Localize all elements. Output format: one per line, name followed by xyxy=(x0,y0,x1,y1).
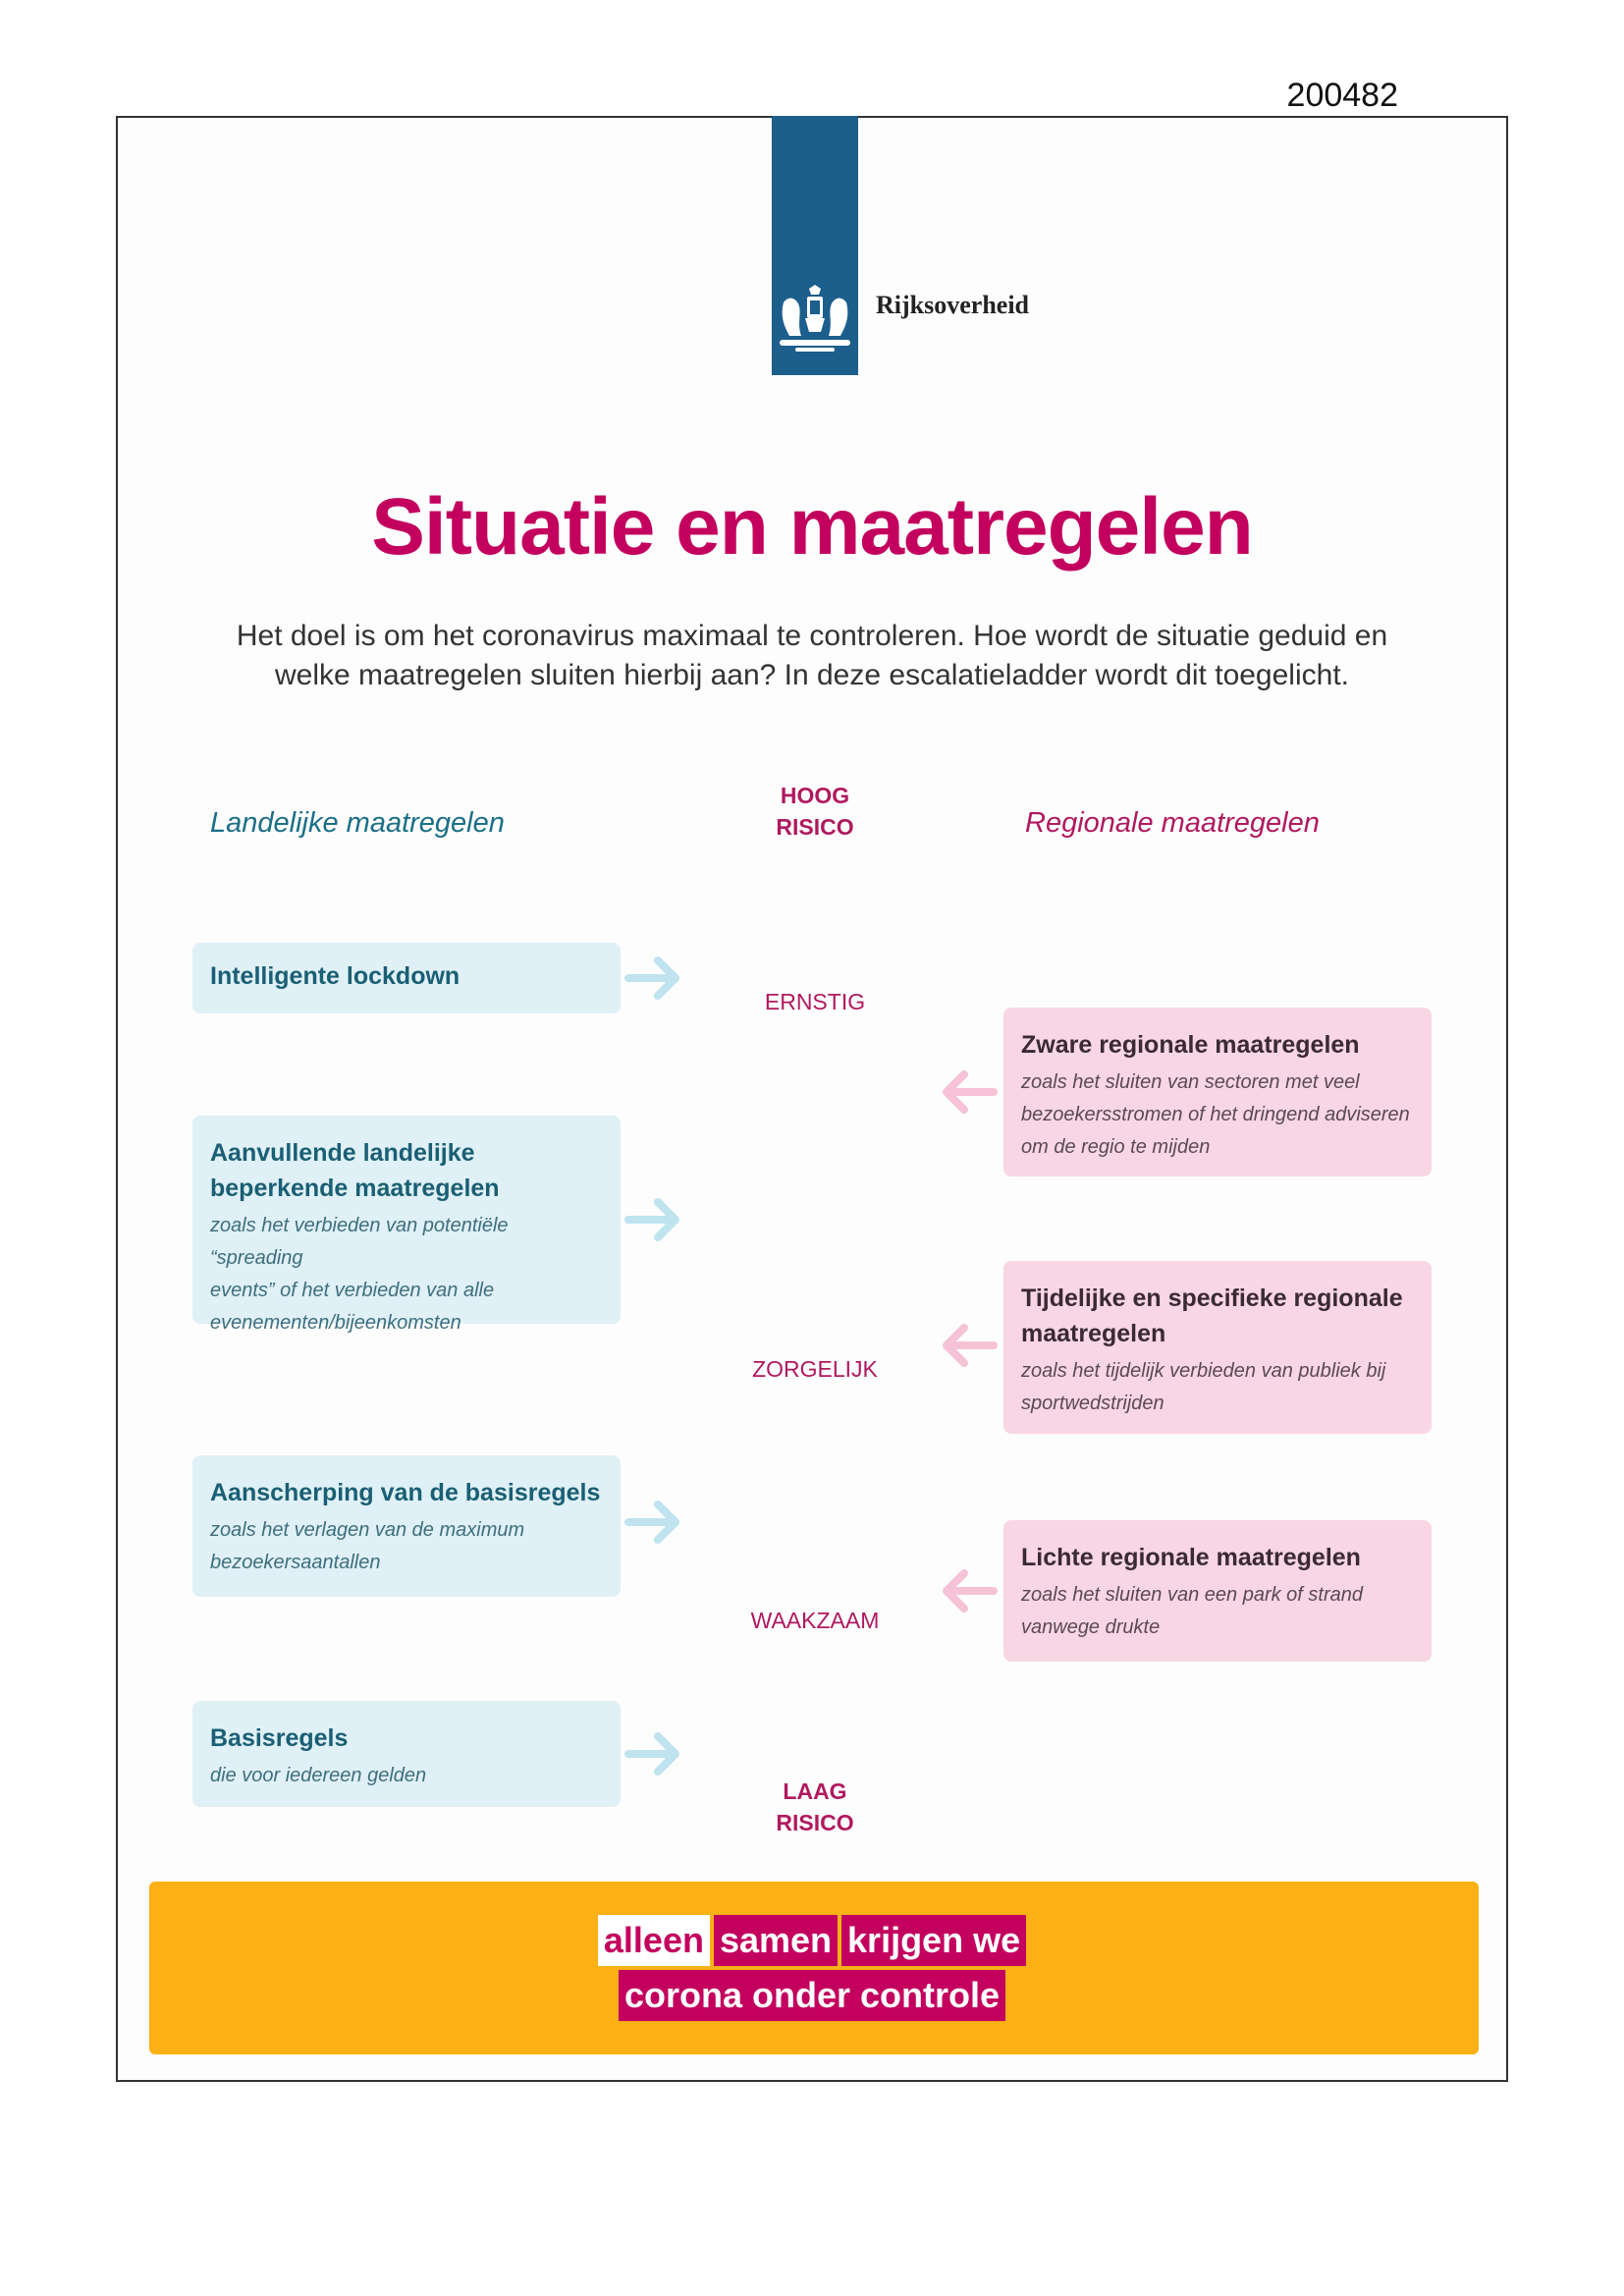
coat-of-arms-icon xyxy=(776,285,854,354)
measure-title: Basisregels xyxy=(210,1724,349,1752)
ladder-top-line: RISICO xyxy=(776,814,854,840)
ladder-bottom-label xyxy=(717,1776,913,1838)
page-title: Situatie en maatregelen xyxy=(371,482,1253,572)
subtitle-line: sportwedstrijden xyxy=(1021,1393,1164,1414)
regional-measure-card xyxy=(1003,1261,1432,1434)
subtitle-line: zoals het sluiten van sectoren met veel xyxy=(1021,1071,1360,1093)
ladder-top-label xyxy=(717,780,913,843)
arrow-right-icon xyxy=(624,949,683,1008)
slogan-line-2 xyxy=(0,1970,1624,2021)
arrow-left-icon xyxy=(939,1561,998,1620)
measure-subtitle xyxy=(1021,1066,1414,1164)
level-zorgelijk: ZORGELIJK xyxy=(752,1356,878,1382)
subtitle-line: zoals het verlagen van de maximum xyxy=(210,1519,525,1541)
ladder-bottom-line: LAAG xyxy=(783,1778,847,1804)
subtitle-line: evenementen/bijeenkomsten xyxy=(210,1312,461,1334)
measure-subtitle xyxy=(210,1514,603,1579)
level-ernstig: ERNSTIG xyxy=(764,989,866,1014)
slogan-word: krijgen we xyxy=(841,1915,1026,1966)
subtitle-line: zoals het sluiten van een park of strand xyxy=(1021,1584,1363,1606)
arrow-right-icon xyxy=(624,1190,683,1249)
subtitle-line: vanwege drukte xyxy=(1021,1616,1161,1638)
arrow-right-icon xyxy=(624,1724,683,1783)
subtitle-line: zoals het verbieden van potentiële “spreading xyxy=(210,1215,509,1269)
national-measure-card xyxy=(192,943,621,1013)
ladder-top-line: HOOG xyxy=(780,783,850,808)
slogan-banner xyxy=(149,1882,1479,2054)
subtitle-line: die voor iedereen gelden xyxy=(210,1765,427,1786)
slogan-word: samen xyxy=(714,1915,838,1966)
slogan-line-1 xyxy=(0,1915,1624,1966)
regional-heading: Regionale maatregelen xyxy=(1025,807,1320,839)
intro-line: welke maatregelen sluiten hierbij aan? In deze escalatieladder wordt dit toegelicht. xyxy=(275,659,1349,691)
measure-title: Zware regionale maatregelen xyxy=(1021,1031,1360,1059)
measure-title: Aanscherping van de basisregels xyxy=(210,1479,601,1506)
measure-subtitle xyxy=(1021,1579,1414,1644)
slogan-word: corona onder controle xyxy=(619,1970,1005,2021)
subtitle-line: om de regio te mijden xyxy=(1021,1136,1211,1158)
arrow-left-icon xyxy=(939,1316,998,1375)
subtitle-line: bezoekersstromen of het dringend adviseren xyxy=(1021,1104,1410,1125)
arrow-right-icon xyxy=(624,1493,683,1552)
document-number: 200482 xyxy=(1286,77,1398,114)
measure-subtitle xyxy=(210,1210,603,1339)
measure-subtitle xyxy=(210,1760,603,1792)
national-measure-card xyxy=(192,1455,621,1597)
intro-line: Het doel is om het coronavirus maximaal te controleren. Hoe wordt de situatie geduid en xyxy=(236,620,1388,652)
measure-title: Tijdelijke en specifieke regionale maatregelen xyxy=(1021,1285,1403,1347)
measure-subtitle xyxy=(1021,1355,1414,1420)
arrow-left-icon xyxy=(939,1063,998,1121)
subtitle-line: bezoekersaantallen xyxy=(210,1552,381,1573)
measure-title: Intelligente lockdown xyxy=(210,962,460,990)
measure-title: Lichte regionale maatregelen xyxy=(1021,1544,1361,1571)
national-measure-card xyxy=(192,1701,621,1807)
subtitle-line: zoals het tijdelijk verbieden van publiek bij xyxy=(1021,1360,1386,1382)
slogan-word: alleen xyxy=(598,1915,710,1966)
national-measure-card xyxy=(192,1116,621,1334)
national-heading: Landelijke maatregelen xyxy=(210,807,505,839)
regional-measure-card xyxy=(1003,1520,1432,1662)
intro-text xyxy=(196,617,1428,695)
subtitle-line: events” of het verbieden van alle xyxy=(210,1280,495,1301)
ladder-bottom-line: RISICO xyxy=(776,1810,854,1835)
brand-name: Rijksoverheid xyxy=(876,291,1029,319)
measure-title: Aanvullende landelijke beperkende maatregelen xyxy=(210,1139,500,1202)
level-waakzaam: WAAKZAAM xyxy=(750,1608,880,1633)
regional-measure-card xyxy=(1003,1008,1432,1176)
